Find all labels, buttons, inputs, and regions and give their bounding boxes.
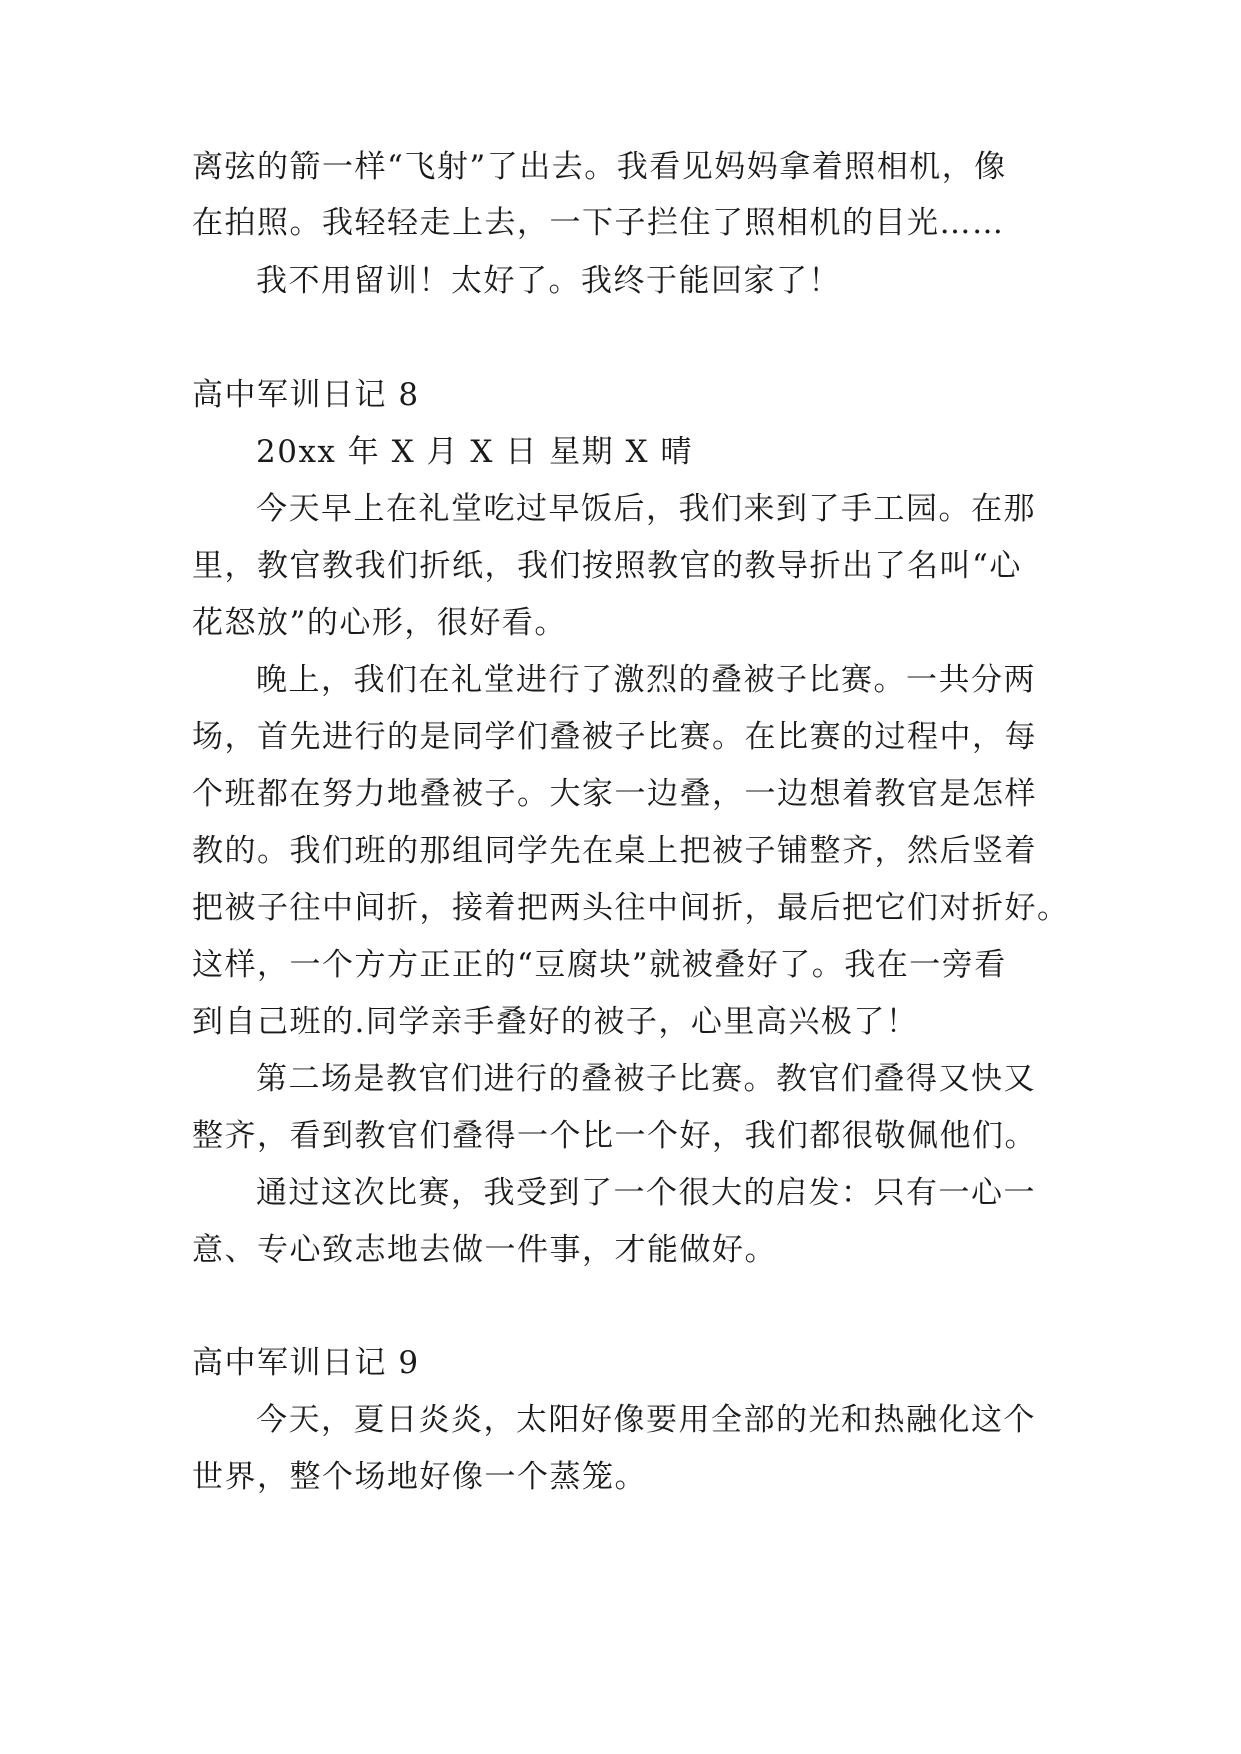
diary-date-line: 20xx 年 X 月 X 日 星期 X 晴 <box>256 434 693 470</box>
paragraph-line: 我不用留训！太好了。我终于能回家了！ <box>256 263 841 299</box>
paragraph-line: 今天，夏日炎炎，太阳好像要用全部的光和热融化这个 <box>256 1402 1036 1438</box>
paragraph-line: 今天早上在礼堂吃过早饭后，我们来到了手工园。在那 <box>256 491 1036 527</box>
paragraph-line: 晚上，我们在礼堂进行了激烈的叠被子比赛。一共分两 <box>256 662 1036 698</box>
section-heading: 高中军训日记 9 <box>192 1345 420 1381</box>
paragraph-line: 通过这次比赛，我受到了一个很大的启发：只有一心一 <box>256 1175 1036 1211</box>
paragraph-line: 整齐，看到教官们叠得一个比一个好，我们都很敬佩他们。 <box>192 1118 1037 1154</box>
section-heading: 高中军训日记 8 <box>192 377 420 413</box>
paragraph-line: 这样，一个方方正正的“豆腐块”就被叠好了。我在一旁看 <box>192 947 1007 983</box>
paragraph-line: 教的。我们班的那组同学先在桌上把被子铺整齐，然后竖着 <box>192 833 1037 869</box>
paragraph-line: 世界，整个场地好像一个蒸笼。 <box>192 1459 647 1495</box>
paragraph-line: 第二场是教官们进行的叠被子比赛。教官们叠得又快又 <box>256 1061 1036 1097</box>
paragraph-line: 场，首先进行的是同学们叠被子比赛。在比赛的过程中，每 <box>192 719 1037 755</box>
paragraph-line: 把被子往中间折，接着把两头往中间折，最后把它们对折好。 <box>192 890 1070 926</box>
paragraph-line: 到自己班的.同学亲手叠好的被子，心里高兴极了！ <box>192 1004 919 1040</box>
paragraph-line: 里，教官教我们折纸，我们按照教官的教导折出了名叫“心 <box>192 548 1022 584</box>
paragraph-line: 意、专心致志地去做一件事，才能做好。 <box>192 1232 777 1268</box>
paragraph-line: 离弦的箭一样“飞射”了出去。我看见妈妈拿着照相机，像 <box>192 149 1007 185</box>
paragraph-line: 个班都在努力地叠被子。大家一边叠，一边想着教官是怎样 <box>192 776 1037 812</box>
paragraph-line: 花怒放”的心形，很好看。 <box>192 605 567 641</box>
paragraph-line: 在拍照。我轻轻走上去，一下子拦住了照相机的目光…… <box>192 205 1005 241</box>
